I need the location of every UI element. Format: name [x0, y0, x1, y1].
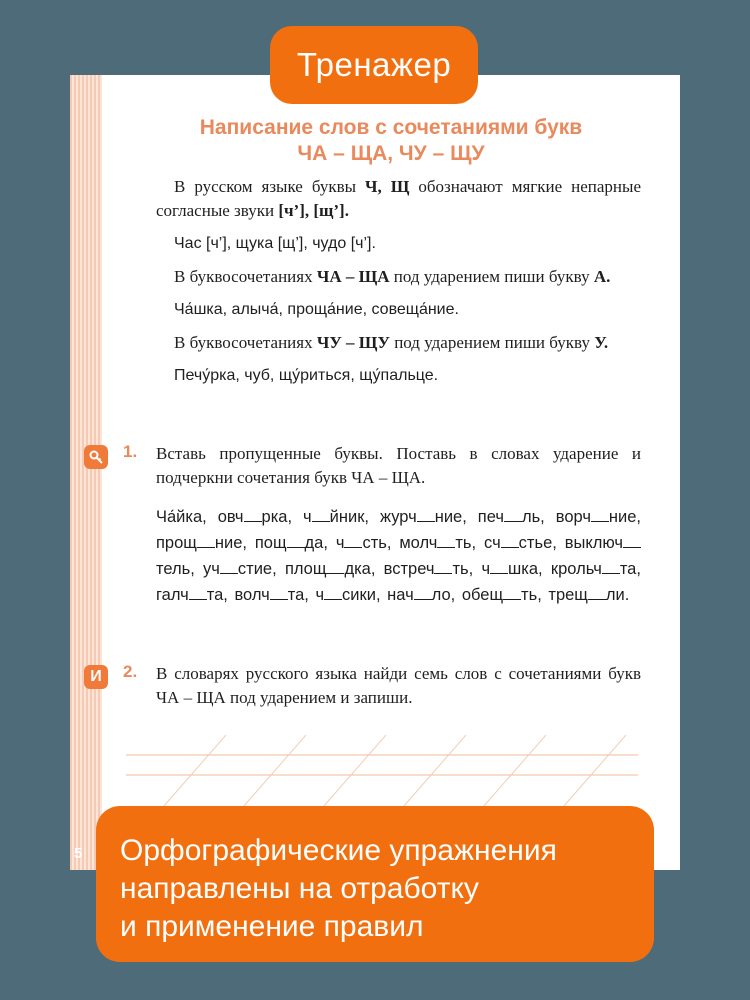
task-1-number: 1. — [123, 442, 138, 461]
banner-line-2: направлены на отработку — [120, 872, 479, 905]
task-2-number: 2. — [123, 662, 138, 681]
example-3: Печу́рка, чуб, щу́риться, щу́пальце. — [174, 367, 439, 384]
example-2: Ча́шка, алыча́, проща́ние, совеща́ние. — [174, 301, 459, 318]
trainer-badge: Тренажер — [270, 26, 478, 104]
section-title — [102, 115, 680, 167]
task-1-words: Ча́йка, овч рка, ч йник, журч ние, печ ль, ворч ние, прощ ние, пощ да, ч сть, молч ть, сч стье, выключтель, уч стие, площ дка, встреч ть, ч шка, крольч та, галч та, волч та, ч сики, нач ло, обещ ть, трещ ли. — [156, 508, 642, 604]
rules-block — [156, 175, 641, 397]
section-title-line2: ЧА – ЩА, ЧУ – ЩУ — [297, 142, 485, 165]
info-banner — [96, 806, 654, 962]
banner-line-3: и применение правил — [120, 910, 424, 943]
page-number: 5 — [74, 845, 83, 862]
word-first: Ча́йка, — [156, 508, 207, 526]
task-2 — [123, 662, 641, 710]
task-2-text: В словарях русского языка найди семь слов с сочетаниями букв ЧА – ЩА под ударением и запиши. — [156, 664, 641, 707]
task-1 — [123, 442, 642, 608]
key-search-icon — [84, 445, 108, 469]
rule-1: В русском языке буквы Ч, Щ обозначают мягкие непарные согласные звуки [ч’], [щ’]. — [156, 177, 641, 220]
rule-3: В буквосочетаниях ЧУ – ЩУ под ударением пиши букву У. — [174, 333, 609, 352]
task-1-text: Вставь пропущенные буквы. Поставь в словах ударение и подчеркни сочетания букв ЧА – ЩА. — [156, 444, 641, 487]
workbook-page — [70, 75, 680, 870]
page-margin-strip — [70, 75, 102, 870]
banner-line-1: Орфографические упражнения — [120, 834, 557, 867]
rule-2: В буквосочетаниях ЧА – ЩА под ударением пиши букву А. — [174, 267, 611, 286]
dictionary-task-icon: И — [84, 665, 108, 689]
example-1: Час [ч’], щука [щ’], чудо [ч’]. — [174, 235, 376, 252]
section-title-line1: Написание слов с сочетаниями букв — [199, 116, 583, 139]
